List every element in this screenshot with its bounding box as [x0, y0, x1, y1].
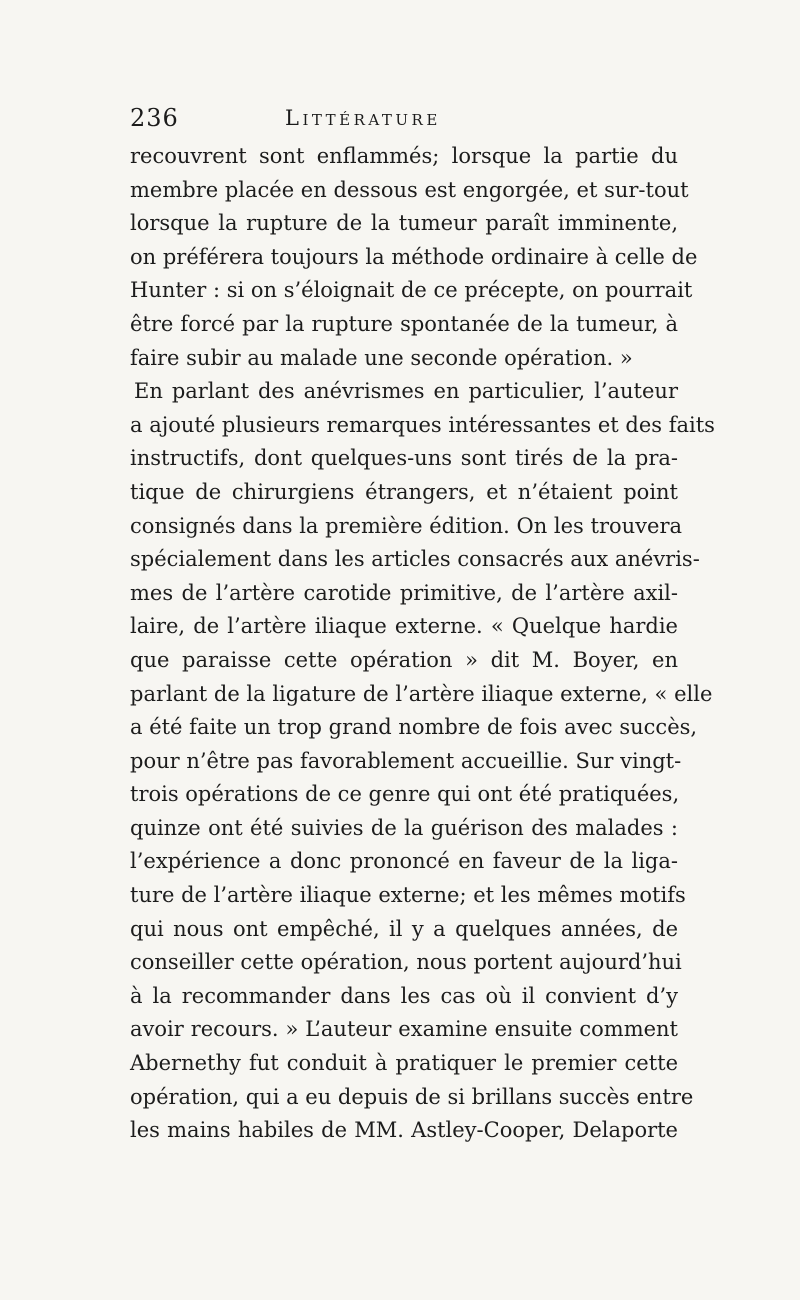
text-line: mes de l’artère carotide primitive, de l’artère axil-	[130, 580, 678, 605]
text-line: être forcé par la rupture spontanée de la tumeur, à	[130, 311, 678, 336]
text-line: l’expérience a donc prononcé en faveur de la liga-	[130, 849, 678, 874]
text-line: a ajouté plusieurs remarques intéressantes et des faits	[130, 412, 715, 437]
text-line: parlant de la ligature de l’artère iliaque externe, « elle	[130, 681, 713, 706]
text-line: tique de chirurgiens étrangers, et n’étaient point	[130, 479, 678, 504]
text-line: quinze ont été suivies de la guérison des malades :	[130, 815, 678, 840]
body-text	[130, 140, 715, 1148]
text-line: on préférera toujours la méthode ordinaire à celle de	[130, 244, 698, 269]
running-head	[130, 100, 678, 136]
paragraph-start-line: En parlant des anévrismes en particulier, l’auteur	[134, 379, 678, 404]
text-line: opération, qui a eu depuis de si brillans succès entre	[130, 1084, 694, 1109]
text-line: avoir recours. » L’auteur examine ensuite comment	[130, 1017, 678, 1042]
text-line: laire, de l’artère iliaque externe. « Quelque hardie	[130, 614, 678, 639]
text-line: Abernethy fut conduit à pratiquer le premier cette	[130, 1051, 678, 1076]
page-number: 236	[130, 104, 179, 132]
text-line: faire subir au malade une seconde opération. »	[130, 345, 633, 370]
text-line: instructifs, dont quelques-uns sont tirés de la pra-	[130, 446, 678, 471]
running-head-title: Littérature	[285, 106, 441, 130]
text-line: ture de l’artère iliaque externe; et les mêmes motifs	[130, 883, 686, 908]
text-line: les mains habiles de MM. Astley-Cooper, Delaporte	[130, 1118, 678, 1143]
text-line: spécialement dans les articles consacrés aux anévris-	[130, 547, 700, 572]
text-line: à la recommander dans les cas où il convient d’y	[130, 983, 678, 1008]
text-line: Hunter : si on s’éloignait de ce précepte, on pourrait	[130, 278, 693, 303]
text-line: a été faite un trop grand nombre de fois avec succès,	[130, 715, 698, 740]
text-line: consignés dans la première édition. On les trouvera	[130, 513, 682, 538]
text-line: recouvrent sont enflammés; lorsque la partie du	[130, 144, 678, 168]
text-line: conseiller cette opération, nous portent aujourd’hui	[130, 950, 682, 975]
text-line: que paraisse cette opération » dit M. Boyer, en	[130, 647, 678, 672]
text-line: lorsque la rupture de la tumeur paraît imminente,	[130, 211, 678, 236]
text-line: membre placée en dessous est engorgée, et sur-tout	[130, 177, 689, 202]
text-line: pour n’être pas favorablement accueillie. Sur vingt-	[130, 748, 682, 773]
text-line: trois opérations de ce genre qui ont été pratiquées,	[130, 782, 680, 807]
text-line: qui nous ont empêché, il y a quelques années, de	[130, 916, 678, 941]
